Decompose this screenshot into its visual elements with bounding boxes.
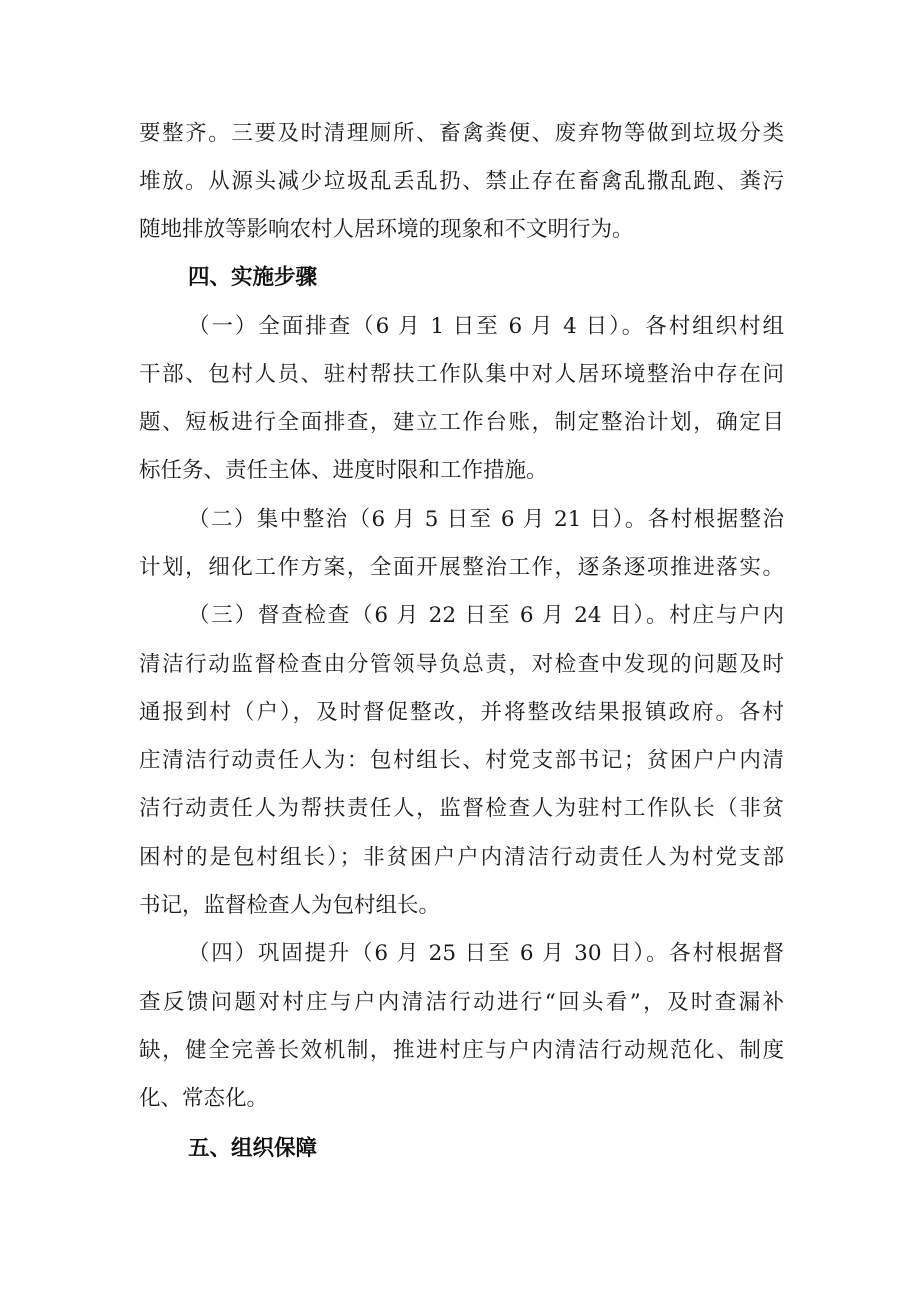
step-2-line: （二）集中整治（6 月 5 日至 6 月 21 日）。各村根据整治 bbox=[188, 507, 784, 532]
paragraph-line: 随地排放等影响农村人居环境的现象和不文明行为。 bbox=[139, 217, 634, 242]
step-4-line: 查反馈问题对村庄与户内清洁行动进行“回头看”，及时查漏补 bbox=[139, 990, 784, 1015]
section-heading-implementation-steps: 四、实施步骤 bbox=[188, 265, 318, 290]
paragraph-line: 要整齐。三要及时清理厕所、畜禽粪便、废弃物等做到垃圾分类 bbox=[139, 121, 784, 146]
step-1-line: （一）全面排查（6 月 1 日至 6 月 4 日）。各村组织村组 bbox=[188, 314, 784, 339]
paragraph-line: 堆放。从源头减少垃圾乱丢乱扔、禁止存在畜禽乱撒乱跑、粪污 bbox=[139, 169, 784, 194]
step-4-line: 缺，健全完善长效机制，推进村庄与户内清洁行动规范化、制度 bbox=[139, 1038, 784, 1063]
step-4-line: 化、常态化。 bbox=[139, 1086, 269, 1111]
step-3-line: 洁行动责任人为帮扶责任人，监督检查人为驻村工作队长（非贫 bbox=[139, 796, 784, 821]
step-1-line: 干部、包村人员、驻村帮扶工作队集中对人居环境整治中存在问 bbox=[139, 362, 784, 387]
step-3-line: 清洁行动监督检查由分管领导负总责，对检查中发现的问题及时 bbox=[139, 652, 784, 677]
step-3-line: 庄清洁行动责任人为：包村组长、村党支部书记；贫困户户内清 bbox=[139, 748, 784, 773]
step-1-line: 题、短板进行全面排查，建立工作台账，制定整治计划，确定目 bbox=[139, 410, 784, 435]
step-3-line: （三）督查检查（6 月 22 日至 6 月 24 日）。村庄与户内 bbox=[188, 603, 784, 628]
step-2-line: 计划，细化工作方案，全面开展整治工作，逐条逐项推进落实。 bbox=[139, 555, 784, 580]
step-3-line: 通报到村（户），及时督促整改，并将整改结果报镇政府。各村 bbox=[139, 700, 784, 725]
step-3-line: 困村的是包村组长）；非贫困户户内清洁行动责任人为村党支部 bbox=[139, 845, 784, 870]
step-3-line: 书记，监督检查人为包村组长。 bbox=[139, 893, 441, 918]
step-1-line: 标任务、责任主体、进度时限和工作措施。 bbox=[139, 458, 548, 483]
step-4-line: （四）巩固提升（6 月 25 日至 6 月 30 日）。各村根据督 bbox=[188, 941, 784, 966]
section-heading-organizational-support: 五、组织保障 bbox=[188, 1136, 318, 1161]
